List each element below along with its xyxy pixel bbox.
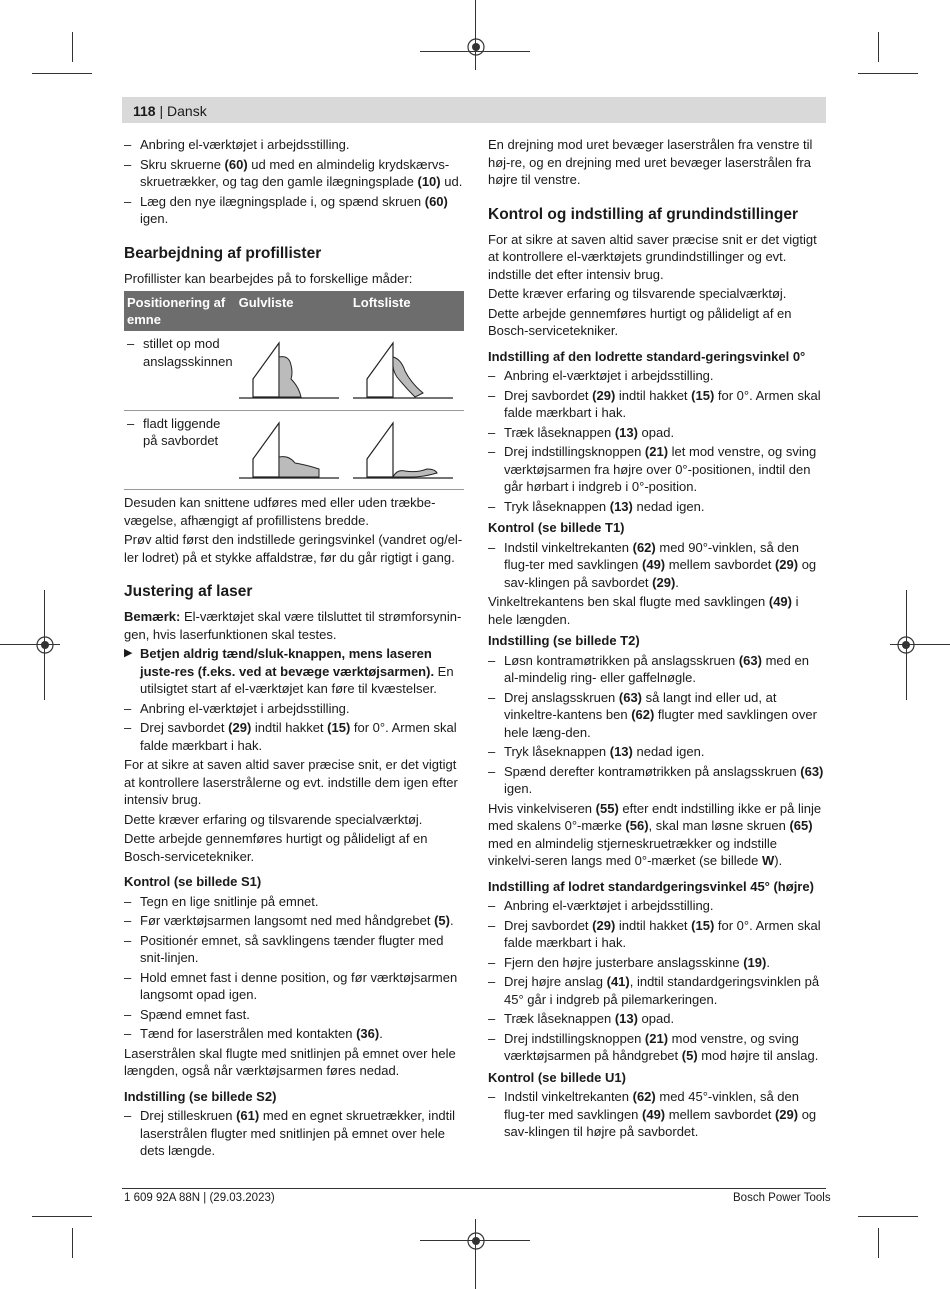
s1-heading: Kontrol (se billede S1) xyxy=(124,874,262,889)
list-item: – Anbring el-værktøjet i arbejdsstilling. xyxy=(124,136,464,154)
list-item: – Tryk låseknappen (13) nedad igen. xyxy=(488,498,826,516)
list-item: – Positionér emnet, så savklingens tænder flugter med snit-linjen. xyxy=(124,932,464,967)
registration-target-icon xyxy=(465,36,487,58)
t1-list xyxy=(488,539,826,592)
table-row-label: – stillet op mod anslagsskinnen xyxy=(127,335,233,370)
laser-heading: Justering af laser xyxy=(124,583,253,600)
crop-mark xyxy=(878,1228,879,1258)
crop-mark xyxy=(32,73,92,74)
laser-list xyxy=(124,700,464,755)
list-item: – Tænd for laserstrålen med kontakten (36). xyxy=(124,1025,464,1043)
crop-mark xyxy=(858,1216,918,1217)
list-item: – Hold emnet fast i denne position, og før værktøjsarmen langsomt opad igen. xyxy=(124,969,464,1004)
table-header-position: Positionering af emne xyxy=(124,291,236,331)
laser-warning: ▶ Betjen aldrig tænd/sluk-knappen, mens laseren juste-res (f.eks. ved at bevæge værktøjsarmen). En utilsigtet start af el-værktøjet kan føre til kvæstelser. xyxy=(124,645,464,698)
crop-mark xyxy=(878,32,879,62)
v0-list xyxy=(488,367,826,515)
registration-target-icon xyxy=(895,634,917,656)
profile-table xyxy=(124,291,464,490)
ceiling-molding-upright-figure xyxy=(353,335,453,401)
t1-heading: Kontrol (se billede T1) xyxy=(488,520,625,535)
s1-list xyxy=(124,893,464,1043)
list-item: – Anbring el-værktøjet i arbejdsstilling. xyxy=(488,367,826,385)
ceiling-molding-flat-figure xyxy=(353,415,453,481)
footer-doc-id: 1 609 92A 88N | (29.03.2023) xyxy=(124,1192,275,1204)
page-language: Dansk xyxy=(167,103,207,119)
table-row-label: – fladt liggende på savbordet xyxy=(127,415,233,450)
list-item: – Tegn en lige snitlinje på emnet. xyxy=(124,893,464,911)
right-column xyxy=(488,136,826,1143)
v45-heading: Indstilling af lodret standardgeringsvinkel 45° (højre) xyxy=(488,878,814,894)
t2-paragraph: Hvis vinkelviseren (55) efter endt indstilling ikke er på linje med skalens 0°-mærke (56), skal man løsne skruen (65) med en almindelig stjerneskruetrækker og indstille vinkelvi-seren langs med 0°-mærket (se billede W). xyxy=(488,800,822,868)
crop-mark xyxy=(72,32,73,62)
list-item: – Drej indstillingsknoppen (21) let mod venstre, og sving værktøjsarmen fra højre over 0°-positionen, indtil den går hørbart i indgreb i 0°-position. xyxy=(488,443,826,496)
basic-paragraph: Dette kræver erfaring og tilsvarende specialværktøj. xyxy=(488,286,787,301)
profile-heading: Bearbejdning af profillister xyxy=(124,244,322,262)
list-item: – Læg den nye ilægningsplade i, og spænd skruen (60) igen. xyxy=(124,193,464,228)
list-item: – Tryk låseknappen (13) nedad igen. xyxy=(488,743,826,761)
list-item: – Drej indstillingsknoppen (21) mod venstre, og sving værktøjsarmen på håndgrebet (5) mod højre til anslag. xyxy=(488,1030,826,1065)
floor-molding-flat-figure xyxy=(239,415,339,481)
list-item: – Spænd derefter kontramøtrikken på anslagsskruen (63) igen. xyxy=(488,763,826,798)
list-item: – Drej anslagsskruen (63) så langt ind eller ud, at vinkeltre-kantens ben (62) flugter med savklingen over hele læng-den. xyxy=(488,689,826,742)
list-item: – Anbring el-værktøjet i arbejdsstilling. xyxy=(124,700,464,718)
intro-paragraph: En drejning mod uret bevæger laserstrålen fra venstre til høj-re, og en drejning med uret bevæger laserstrålen fra højre til venstre. xyxy=(488,137,813,187)
registration-target-icon xyxy=(465,1230,487,1252)
table-header-floor: Gulvliste xyxy=(236,291,350,331)
table-row xyxy=(124,410,464,490)
list-item: – Træk låseknappen (13) opad. xyxy=(488,1010,826,1028)
page-number: 118 xyxy=(133,103,156,119)
laser-paragraph: For at sikre at saven altid saver præcise snit, er det vigtigt at kontrollere laserstrålerne og evt. indstille dem igen efter intensiv brug. xyxy=(124,757,458,807)
list-item: – Indstil vinkeltrekanten (62) med 90°-vinklen, så den flug-ter med savklingen (49) mellem savbordet (29) og sav-klingen på savbordet (29). xyxy=(488,539,826,592)
list-item: – Indstil vinkeltrekanten (62) med 45°-vinklen, så den flug-ter med savklingen (49) mellem savbordet (29) og sav-klingen til højre på savbordet. xyxy=(488,1088,826,1141)
footer-brand: Bosch Power Tools xyxy=(733,1192,831,1204)
u1-heading: Kontrol (se billede U1) xyxy=(488,1069,626,1085)
laser-paragraph: Dette arbejde gennemføres hurtigt og pålideligt af en Bosch-servicetekniker. xyxy=(124,831,428,864)
table-header-ceiling: Loftsliste xyxy=(350,291,464,331)
intro-list xyxy=(124,136,464,228)
list-item: – Træk låseknappen (13) opad. xyxy=(488,424,826,442)
laser-note: Bemærk: El-værktøjet skal være tilsluttet til strømforsynin-gen, hvis laserfunktionen skal testes. xyxy=(124,609,462,642)
basic-settings-heading: Kontrol og indstilling af grundindstillinger xyxy=(488,205,798,223)
t2-list xyxy=(488,652,826,798)
basic-paragraph: For at sikre at saven altid saver præcise snit er det vigtigt at kontrollere el-værktøjets grundindstillinger og evt. indstille det efter intensiv brug. xyxy=(488,231,817,282)
v0-heading: Indstilling af den lodrette standard-geringsvinkel 0° xyxy=(488,348,806,364)
list-item: – Drej savbordet (29) indtil hakket (15) for 0°. Armen skal falde mærkbart i hak. xyxy=(488,917,826,952)
u1-list xyxy=(488,1088,826,1141)
footer-rule xyxy=(122,1188,826,1189)
v45-list xyxy=(488,897,826,1065)
profile-paragraph: Prøv altid først den indstillede geringsvinkel (vandret og/el-ler lodret) på et stykke affaldstræ, før du går rigtigt i gang. xyxy=(124,532,463,565)
table-row xyxy=(124,331,464,410)
list-item: – Anbring el-værktøjet i arbejdsstilling. xyxy=(488,897,826,915)
s2-heading: Indstilling (se billede S2) xyxy=(124,1088,277,1104)
crop-mark xyxy=(858,73,918,74)
list-item: – Fjern den højre justerbare anslagsskinne (19). xyxy=(488,954,826,972)
list-item: – Før værktøjsarmen langsomt ned med håndgrebet (5). xyxy=(124,912,464,930)
list-item: – Spænd emnet fast. xyxy=(124,1006,464,1024)
list-item: – Drej stilleskruen (61) med en egnet skruetrækker, indtil laserstrålen flugter med snitlinjen på emnet over hele dets længde. xyxy=(124,1107,464,1160)
profile-intro: Profillister kan bearbejdes på to forskellige måder: xyxy=(124,270,413,286)
profile-paragraph: Desuden kan snittene udføres med eller uden trækbe-vægelse, afhængigt af profillistens bredde. xyxy=(124,495,436,528)
t1-paragraph: Vinkeltrekantens ben skal flugte med savklingen (49) i hele længden. xyxy=(488,594,799,627)
laser-paragraph: Dette kræver erfaring og tilsvarende specialværktøj. xyxy=(124,811,423,827)
crop-mark xyxy=(32,1216,92,1217)
page-header: 118 | Dansk xyxy=(133,103,207,119)
list-item: – Skru skruerne (60) ud med en almindelig krydskærvs-skruetrækker, og tag den gamle ilægningsplade (10) ud. xyxy=(124,156,464,191)
t2-heading: Indstilling (se billede T2) xyxy=(488,633,640,648)
left-column xyxy=(124,136,464,1162)
list-item: – Drej savbordet (29) indtil hakket (15) for 0°. Armen skal falde mærkbart i hak. xyxy=(488,387,826,422)
list-item: – Drej højre anslag (41), indtil standardgeringsvinklen på 45° går i indgreb på pilemarkeringen. xyxy=(488,973,826,1008)
basic-paragraph: Dette arbejde gennemføres hurtigt og pålideligt af en Bosch-servicetekniker. xyxy=(488,305,792,338)
crop-mark xyxy=(475,0,476,70)
floor-molding-upright-figure xyxy=(239,335,339,401)
crop-mark xyxy=(72,1228,73,1258)
page-header-bar xyxy=(122,97,826,123)
list-item: – Drej savbordet (29) indtil hakket (15) for 0°. Armen skal falde mærkbart i hak. xyxy=(124,719,464,754)
registration-target-icon xyxy=(34,634,56,656)
list-item: – Løsn kontramøtrikken på anslagsskruen (63) med en al-mindelig ring- eller gaffelnøgle. xyxy=(488,652,826,687)
s1-paragraph: Laserstrålen skal flugte med snitlinjen på emnet over hele længden, også når værktøjsarmen føres nedad. xyxy=(124,1045,456,1078)
s2-list xyxy=(124,1107,464,1160)
